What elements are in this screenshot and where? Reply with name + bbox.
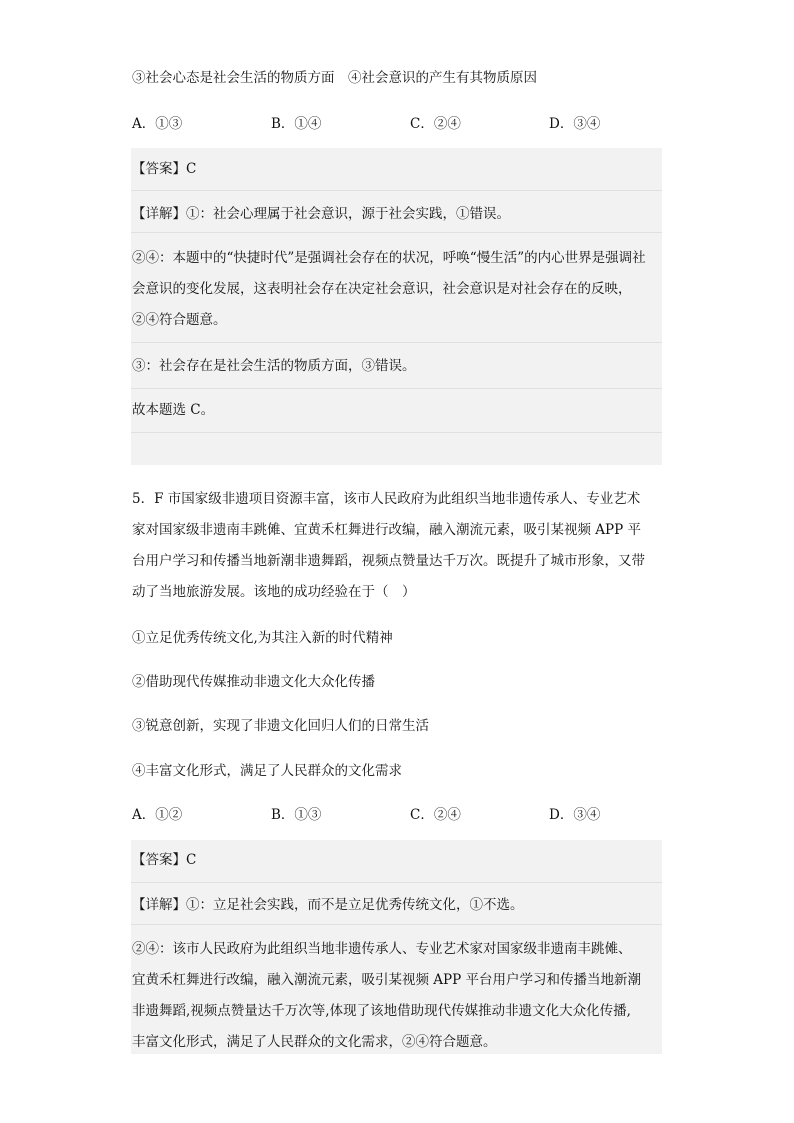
divider <box>131 342 662 343</box>
q4-answer: 【答案】C <box>132 161 197 177</box>
divider <box>131 432 662 433</box>
q5-option-a: A．①② <box>132 807 183 823</box>
q5-statement-3: ③锐意创新，实现了非遗文化回归人们的日常生活 <box>132 718 429 734</box>
divider <box>131 232 662 233</box>
q5-statement-4: ④丰富文化形式，满足了人民群众的文化需求 <box>132 763 402 779</box>
q4-option-d: D．③④ <box>549 116 601 132</box>
q5-detail-2d: 丰富文化形式，满足了人民群众的文化需求，②④符合题意。 <box>132 1034 497 1050</box>
q5-detail-2b: 宜黄禾杠舞进行改编，融入潮流元素，吸引某视频 APP 平台用户学习和传播当地新潮 <box>132 972 641 988</box>
q5-stem-1: 5．F 市国家级非遗项目资源丰富，该市人民政府为此组织当地非遗传承人、专业艺术 <box>132 491 641 507</box>
q5-stem-3: 台用户学习和传播当地新潮非遗舞蹈，视频点赞量达千万次。既提升了城市形象，又带 <box>132 553 645 569</box>
q5-statement-1: ①立足优秀传统文化,为其注入新的时代精神 <box>132 630 393 646</box>
q4-option-b: B．①④ <box>271 116 322 132</box>
q5-stem-2: 家对国家级非遗南丰跳傩、宜黄禾杠舞进行改编，融入潮流元素，吸引某视频 APP 平 <box>132 522 641 538</box>
q5-stem-4: 动了当地旅游发展。该地的成功经验在于（ ） <box>132 584 416 600</box>
q4-detail-2b: 会意识的变化发展，这表明社会存在决定社会意识，社会意识是对社会存在的反映， <box>132 281 632 297</box>
q5-option-c: C．②④ <box>410 807 461 823</box>
q5-statement-2: ②借助现代传媒推动非遗文化大众化传播 <box>132 674 375 690</box>
q5-detail-2a: ②④：该市人民政府为此组织当地非遗传承人、专业艺术家对国家级非遗南丰跳傩、 <box>132 941 632 957</box>
q5-detail-2c: 非遗舞蹈,视频点赞量达千万次等,体现了该地借助现代传媒推动非遗文化大众化传播, <box>132 1003 631 1019</box>
q4-detail-3: ③：社会存在是社会生活的物质方面，③错误。 <box>132 358 416 374</box>
q5-option-d: D．③④ <box>549 807 601 823</box>
q5-detail-1: 【详解】①：立足社会实践，而不是立足优秀传统文化，①不选。 <box>132 897 524 913</box>
q5-answer: 【答案】C <box>132 852 197 868</box>
q5-option-b: B．①③ <box>271 807 322 823</box>
divider <box>131 924 662 925</box>
divider <box>131 882 662 883</box>
q4-conclusion: 故本题选 C。 <box>132 402 215 418</box>
q4-detail-2c: ②④符合题意。 <box>132 312 227 328</box>
q4-option-a: A．①③ <box>132 116 183 132</box>
q4-detail-2a: ②④：本题中的“快捷时代”是强调社会存在的状况，呼唤“慢生活”的内心世界是强调社 <box>132 250 646 266</box>
q4-statements-line: ③社会心态是社会生活的物质方面 ④社会意识的产生有其物质原因 <box>132 70 537 86</box>
q4-detail-1: 【详解】①：社会心理属于社会意识，源于社会实践，①错误。 <box>132 206 510 222</box>
divider <box>131 388 662 389</box>
divider <box>131 190 662 191</box>
q4-option-c: C．②④ <box>410 116 461 132</box>
